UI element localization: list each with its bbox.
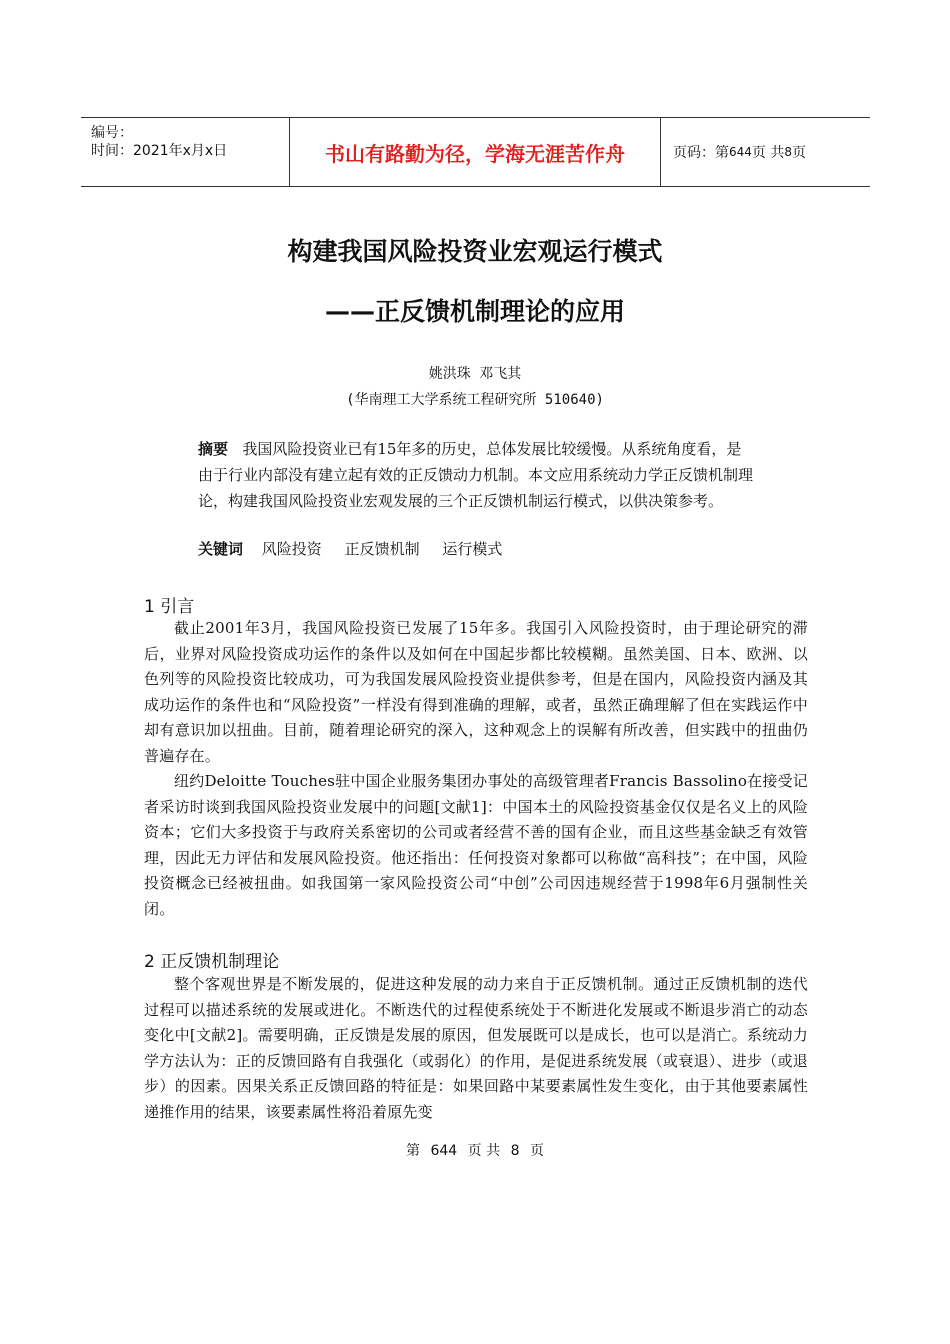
document-subtitle: ——正反馈机制理论的应用	[324, 297, 625, 326]
abstract	[198, 436, 754, 514]
section-heading: 2 正反馈机制理论	[144, 952, 280, 972]
keyword: 运行模式	[442, 540, 503, 558]
paragraph: 纽约Deloitte Touches驻中国企业服务集团办事处的高级管理者Francis Bassolino在接受记者采访时谈到我国风险投资业发展中的问题[文献1]：中国本土的风险投资基金仅仅是名义上的风险资本；它们大多投资于与政府关系密切的公司或者经营不善的国有企业，而且这些基金缺乏有效管理，因此无力评估和发展风险投资。他还指出：任何投资对象都可以称做“高科技”；在中国，风险投资概念已经被扭曲。如我国第一家风险投资公司“中创”公司因违规经营于1998年6月强制性关闭。	[144, 772, 808, 918]
header-meta	[81, 118, 289, 186]
footer-mid: 页 共	[467, 1143, 501, 1159]
keyword: 正反馈机制	[344, 540, 420, 558]
author-names: 姚洪珠 邓飞其	[428, 366, 522, 382]
keyword: 风险投资	[261, 540, 322, 558]
header-motto: 书山有路勤为径，学海无涯苦作舟	[289, 118, 661, 186]
document-time: 时间：2021年x月x日	[91, 143, 228, 159]
header-table	[81, 117, 870, 187]
document-number-label: 编号：	[91, 125, 133, 141]
page-number: 644	[729, 145, 752, 159]
abstract-label: 摘要	[198, 440, 229, 458]
page-total: 8	[784, 145, 792, 159]
footer-suffix: 页	[529, 1143, 544, 1159]
header-page-info	[661, 118, 870, 186]
keywords	[198, 538, 520, 559]
document-title: 构建我国风险投资业宏观运行模式	[287, 237, 663, 266]
footer-total: 8	[510, 1143, 520, 1159]
page-suffix: 页	[792, 145, 806, 161]
section-heading: 1 引言	[144, 597, 195, 617]
paragraph: 截止2001年3月，我国风险投资已发展了15年多。我国引入风险投资时，由于理论研究的滞后，业界对风险投资成功运作的条件以及如何在中国起步都比较模糊。虽然美国、日本、欧洲、以色列等的风险投资比较成功，可为我国发展风险投资业提供参考，但是在国内，风险投资内涵及其成功运作的条件也和“风险投资”一样没有得到准确的理解，或者，虽然正确理解了但在实践运作中却有意识加以扭曲。目前，随着理论研究的深入，这种观念上的误解有所改善，但实践中的扭曲仍普遍存在。	[144, 619, 808, 765]
author-affiliation: (华南理工大学系统工程研究所 510640)	[346, 392, 604, 408]
abstract-text: 我国风险投资业已有15年多的历史，总体发展比较缓慢。从系统角度看，是由于行业内部没有建立起有效的正反馈动力机制。本文应用系统动力学正反馈机制理论，构建我国风险投资业宏观发展的三个正反馈机制运行模式，以供决策参考。	[198, 440, 754, 510]
page-mid: 页 共	[751, 145, 785, 161]
page-prefix: 页码：第	[673, 145, 729, 161]
paragraph: 整个客观世界是不断发展的，促进这种发展的动力来自于正反馈机制。通过正反馈机制的迭代过程可以描述系统的发展或进化。不断迭代的过程使系统处于不断进化发展或不断退步消亡的动态变化中[文献2]。需要明确，正反馈是发展的原因，但发展既可以是成长，也可以是消亡。系统动力学方法认为：正的反馈回路有自我强化（或弱化）的作用，是促进系统发展（或衰退）、进步（或退步）的因素。因果关系正反馈回路的特征是：如果回路中某要素属性发生变化，由于其他要素属性递推作用的结果，该要素属性将沿着原先变	[144, 975, 808, 1121]
footer-prefix: 第	[406, 1143, 421, 1159]
keywords-label: 关键词	[198, 540, 244, 558]
page-footer	[0, 1140, 950, 1160]
footer-page: 644	[430, 1143, 458, 1159]
